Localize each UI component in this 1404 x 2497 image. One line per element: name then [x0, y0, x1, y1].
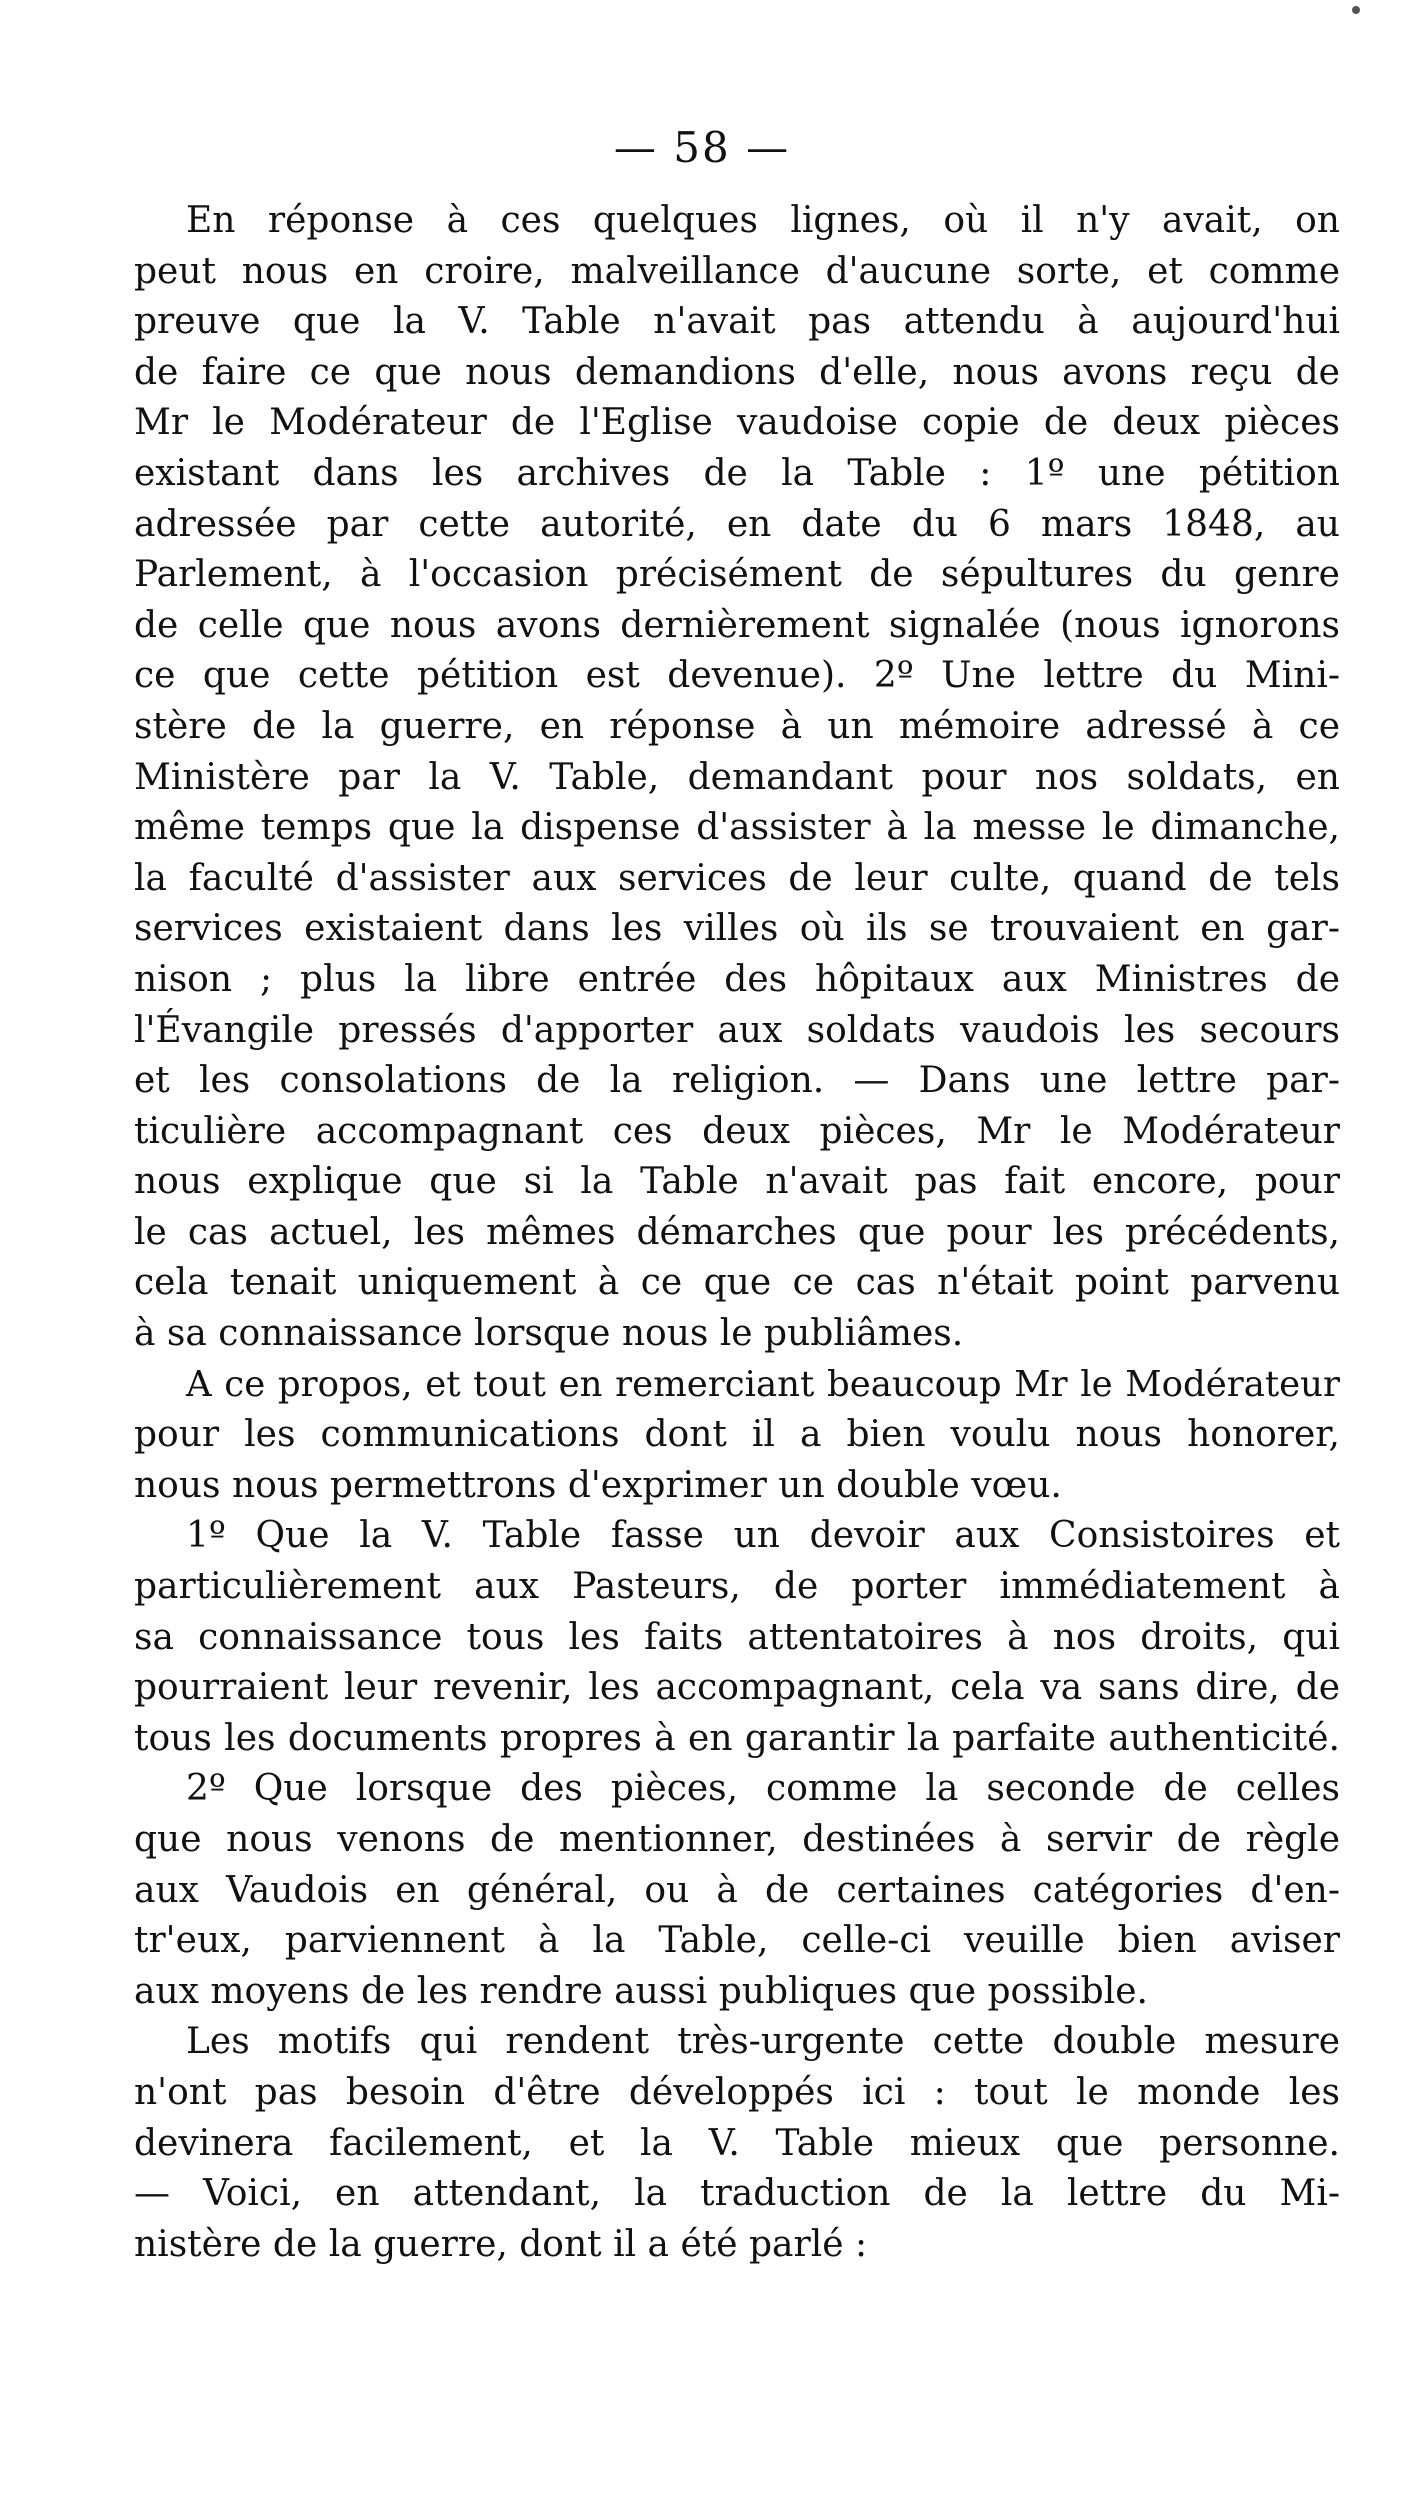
text-line: même temps que la dispense d'assister à la messe le dimanche,	[134, 807, 1340, 849]
text-line: particulièrement aux Pasteurs, de porter immédiatement à	[134, 1566, 1340, 1608]
text-line: En réponse à ces quelques lignes, où il n'y avait, on	[186, 200, 1340, 241]
text-line: à sa connaissance lorsque nous le publiâmes.	[134, 1313, 964, 1355]
text-line: preuve que la V. Table n'avait pas attendu à aujourd'hui	[134, 301, 1340, 343]
text-line: cela tenait uniquement à ce que ce cas n'était point parvenu	[134, 1262, 1340, 1304]
text-line: que nous venons de mentionner, destinées à servir de règle	[134, 1819, 1340, 1860]
text-line: de celle que nous avons dernièrement signalée (nous ignorons	[134, 604, 1340, 646]
text-line: de faire ce que nous demandions d'elle, nous avons reçu de	[134, 351, 1340, 393]
text-line: Ministère par la V. Table, demandant pour nos soldats, en	[134, 756, 1340, 798]
text-line: n'ont pas besoin d'être développés ici : tout le monde les	[134, 2071, 1340, 2113]
text-line: aux moyens de les rendre aussi publiques que possible.	[134, 1970, 1148, 2012]
text-line: Parlement, à l'occasion précisément de sépultures du genre	[134, 554, 1340, 596]
text-line: la faculté d'assister aux services de leur culte, quand de tels	[134, 857, 1340, 899]
text-line: devinera facilement, et la V. Table mieux que personne.	[134, 2122, 1340, 2164]
text-line: ce que cette pétition est devenue). 2º Une lettre du Mini-	[134, 655, 1340, 697]
text-line: services existaient dans les villes où ils se trouvaient en gar-	[134, 908, 1340, 950]
body-text	[134, 196, 1340, 2270]
text-line: Les motifs qui rendent très-urgente cette double mesure	[186, 2021, 1340, 2063]
text-line: l'Évangile pressés d'apporter aux soldats vaudois les secours	[134, 1009, 1340, 1051]
text-line: aux Vaudois en général, ou à de certaines catégories d'en-	[134, 1869, 1340, 1911]
text-line: pourraient leur revenir, les accompagnant, cela va sans dire, de	[134, 1667, 1340, 1709]
text-line: peut nous en croire, malveillance d'aucune sorte, et comme	[134, 250, 1340, 292]
text-line: existant dans les archives de la Table : 1º une pétition	[134, 452, 1340, 494]
text-line: 2º Que lorsque des pièces, comme la seconde de celles	[186, 1768, 1340, 1810]
print-speck	[1352, 6, 1360, 14]
text-line: nous explique que si la Table n'avait pas fait encore, pour	[134, 1161, 1340, 1203]
text-line: le cas actuel, les mêmes démarches que pour les précédents,	[134, 1211, 1340, 1253]
text-line: tous les documents propres à en garantir la parfaite authenticité.	[134, 1717, 1340, 1759]
text-line: — Voici, en attendant, la traduction de la lettre du Mi-	[134, 2173, 1340, 2215]
text-line: 1º Que la V. Table fasse un devoir aux Consistoires et	[186, 1515, 1340, 1557]
page-number: — 58 —	[613, 123, 791, 172]
text-line: adressée par cette autorité, en date du 6 mars 1848, au	[134, 503, 1340, 545]
text-line: A ce propos, et tout en remerciant beaucoup Mr le Modérateur	[186, 1363, 1340, 1405]
text-line: tr'eux, parviennent à la Table, celle-ci veuille bien aviser	[134, 1920, 1340, 1962]
text-line: nison ; plus la libre entrée des hôpitaux aux Ministres de	[134, 958, 1340, 1000]
text-line: sa connaissance tous les faits attentatoires à nos droits, qui	[134, 1616, 1340, 1658]
text-line: nous nous permettrons d'exprimer un double vœu.	[134, 1464, 1062, 1506]
text-line: et les consolations de la religion. — Dans une lettre par-	[134, 1060, 1340, 1102]
text-line: nistère de la guerre, dont il a été parlé :	[134, 2223, 868, 2265]
text-line: ticulière accompagnant ces deux pièces, Mr le Modérateur	[134, 1110, 1340, 1152]
text-line: Mr le Modérateur de l'Eglise vaudoise copie de deux pièces	[134, 402, 1340, 444]
text-line: pour les communications dont il a bien voulu nous honorer,	[134, 1414, 1340, 1456]
text-line: stère de la guerre, en réponse à un mémoire adressé à ce	[134, 705, 1340, 747]
